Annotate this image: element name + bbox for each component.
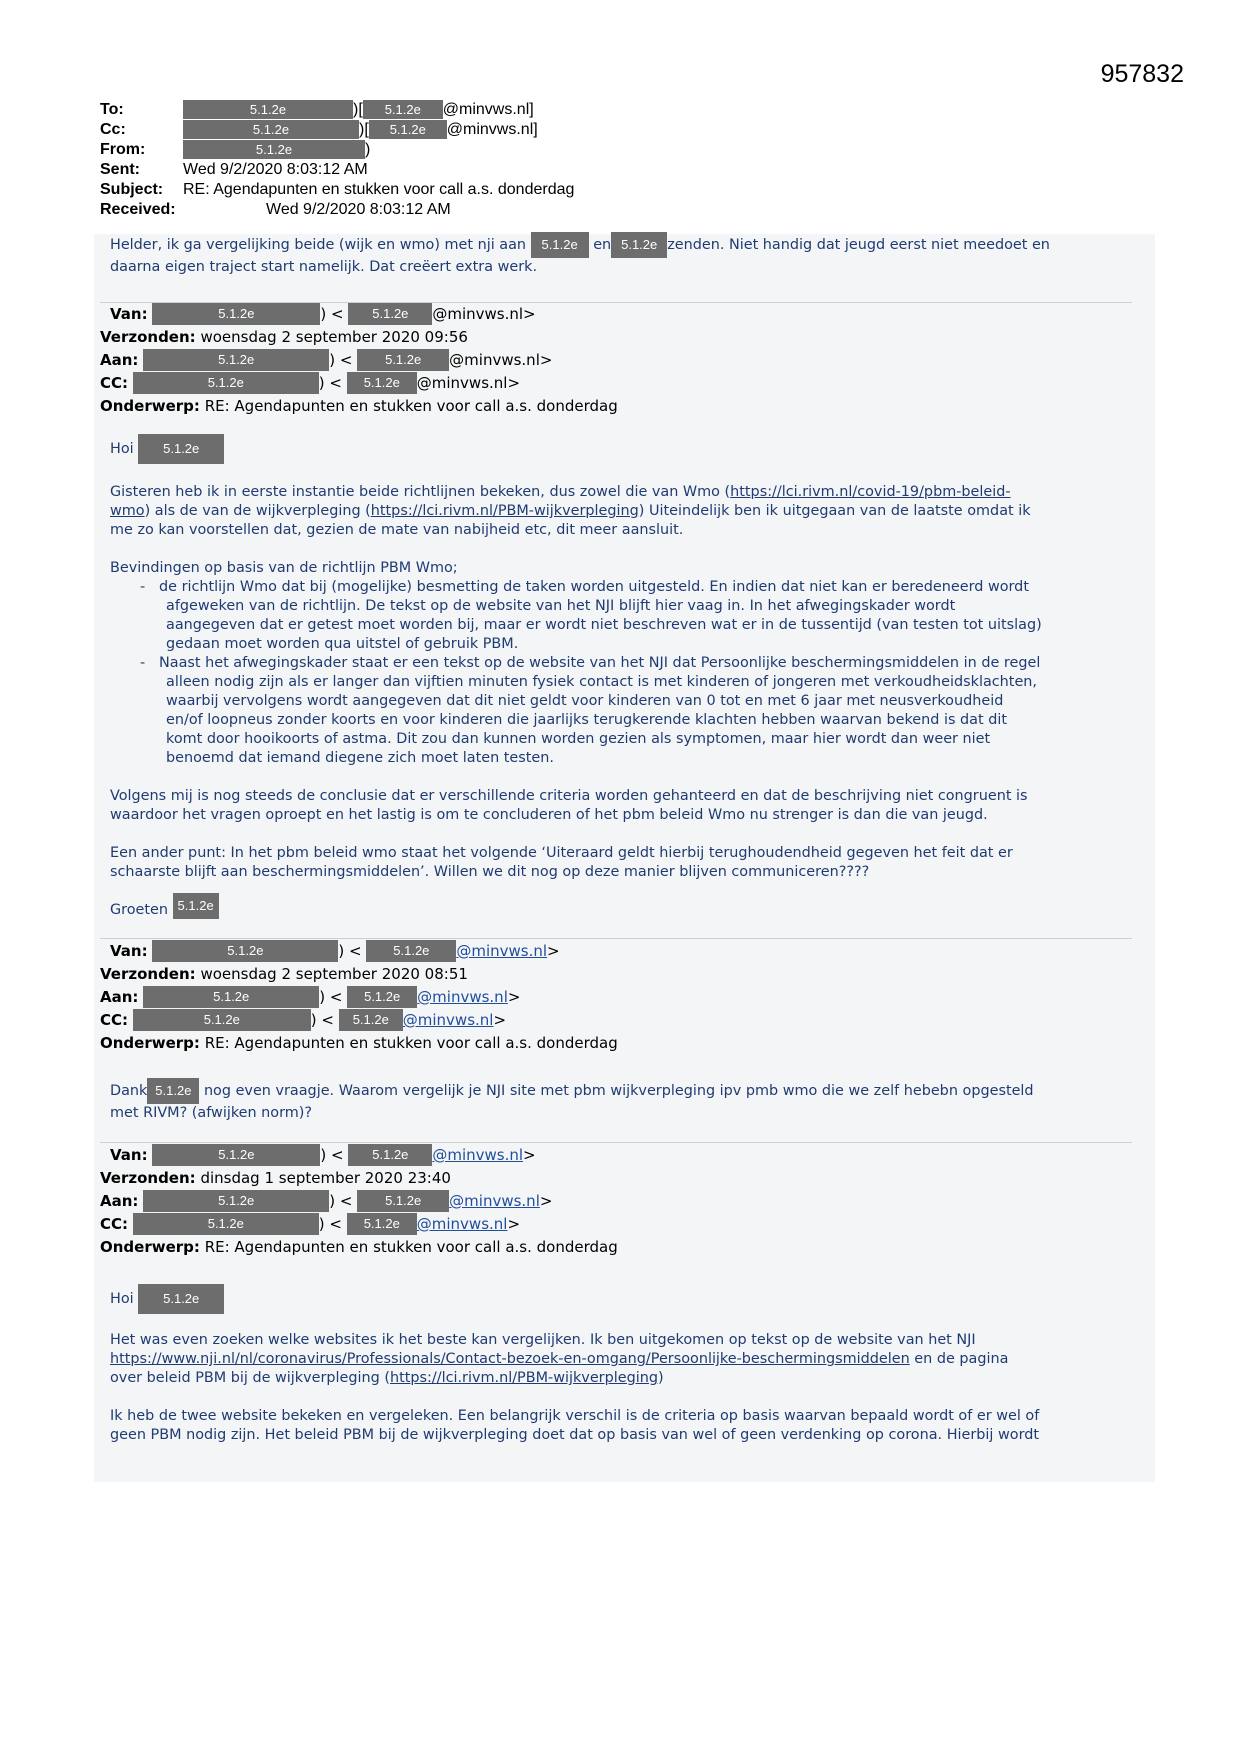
redaction: 5.1.2e (363, 100, 443, 119)
to-domain: @minvws.nl] (442, 101, 534, 118)
email-link[interactable]: @minvws.nl (417, 988, 508, 1006)
link-rivm-pbm-wmo[interactable]: wmo (110, 503, 145, 519)
redaction: 5.1.2e (183, 100, 353, 119)
subject-value: RE: Agendapunten en stukken voor call a.s. donderdag (183, 181, 575, 198)
redaction: 5.1.2e (133, 372, 319, 394)
message-body: Hoi 5.1.2e Het was even zoeken welke websites ik het beste kan vergelijken. Ik ben uitgekomen op tekst op de website van het NJI https://www.nji.nl/nl/coronavirus/Professionals/Contact-bezoek-en-omgang/Persoonlijke-beschermingsmiddelen en de pagina over beleid PBM bij de wijkverpleging (https://lci.rivm.nl/PBM-wijkverpleging) Ik heb de twee website bekeken en vergeleken. Een belangrijk verschil is de criteria op basis waarvan bepaald wordt of er wel of geen PBM nodig zijn. Het beleid PBM bij de wijkverpleging doet dat op basis van wel of geen verdenking op corona. Hierbij wordt (110, 1290, 1145, 1445)
redaction: 5.1.2e (143, 349, 329, 371)
message-header: Van: 5.1.2e ) < 5.1.2e @minvws.nl> Verzonden: woensdag 2 september 2020 08:51 Aan: 5.1.2e ) < 5.1.2e @minvws.nl> CC: 5.1.2e ) < 5.1.2e @minvws.nl> Onderwerp: RE: Agendapunten en stukken voor call a.s. donderdag (100, 942, 618, 1052)
redaction: 5.1.2e (133, 1213, 319, 1235)
redaction: 5.1.2e (357, 349, 449, 371)
sent-value: Wed 9/2/2020 8:03:12 AM (183, 161, 368, 178)
redaction: 5.1.2e (348, 303, 432, 325)
email-link[interactable]: @minvws.nl (416, 1215, 508, 1233)
email-link[interactable]: @minvws.nl (402, 1011, 494, 1029)
list-item: - de richtlijn Wmo dat bij (mogelijke) besmetting de taken worden uitgesteld. En indien dat niet kan er beredeneerd wordt afgeweken van de richtlijn. De tekst op de website van het NJI blijft hier vaag in. In het afwegingskader wordt aangegeven dat er getest moet worden bij, maar er wordt niet beschreven wat er in de tussentijd (van testen tot uitslag) gedaan moet worden qua uitstel of gebruik PBM. (140, 579, 1042, 652)
redaction: 5.1.2e (183, 140, 365, 159)
email-link[interactable]: @minvws.nl (449, 1192, 540, 1210)
to-label: To: (100, 101, 124, 118)
link-nji-pbm[interactable]: https://www.nji.nl/nl/coronavirus/Professionals/Contact-bezoek-en-omgang/Persoonlijke-beschermingsmiddelen (110, 1351, 910, 1367)
message-header: Van: 5.1.2e ) < 5.1.2e @minvws.nl> Verzonden: woensdag 2 september 2020 09:56 Aan: 5.1.2e ) < 5.1.2e @minvws.nl> CC: 5.1.2e ) < 5.1.2e @minvws.nl> Onderwerp: RE: Agendapunten en stukken voor call a.s. donderdag (100, 305, 618, 415)
redaction: 5.1.2e (133, 1009, 311, 1031)
subject-label: Subject: (100, 181, 164, 198)
message-header: Van: 5.1.2e ) < 5.1.2e @minvws.nl> Verzonden: dinsdag 1 september 2020 23:40 Aan: 5.1.2e ) < 5.1.2e @minvws.nl> CC: 5.1.2e ) < 5.1.2e @minvws.nl> Onderwerp: RE: Agendapunten en stukken voor call a.s. donderdag (100, 1146, 618, 1256)
redaction: 5.1.2e (183, 120, 359, 139)
list-item: - Naast het afwegingskader staat er een tekst op de website van het NJI dat Persoonlijke beschermingsmiddelen in de regel alleen nodig zijn als er langer dan vijftien minuten fysiek contact is met kinderen of jongeren met verkoudheidsklachten, waarbij vervolgens wordt aangegeven dat dit niet geldt voor kinderen van 0 tot en met 6 jaar met neusverkoudheid en/of loopneus zonder koorts en voor kinderen die jaarlijks terugkerende klachten hebben waarvan bekend is dat dit komt door hooikoorts of astma. Dit zou dan kunnen worden gezien als symptomen, maar hier wordt dan weer niet benoemd dat iemand diegene zich moet laten testen. (140, 655, 1041, 766)
redaction: 5.1.2e (152, 303, 320, 325)
separator (100, 1142, 1132, 1143)
link-rivm-pbm-wijkverpleging[interactable]: https://lci.rivm.nl/PBM-wijkverpleging (389, 1370, 658, 1386)
cc-label: Cc: (100, 121, 126, 138)
reply-text: Helder, ik ga vergelijking beide (wijk en wmo) met nji aan 5.1.2e en 5.1.2e zenden. Niet handig dat jeugd eerst niet meedoet en daarna eigen traject start namelijk. Dat creëert extra werk. (110, 236, 1145, 277)
findings-list (110, 578, 1145, 768)
redaction: 5.1.2e (369, 120, 447, 139)
redaction: 5.1.2e (348, 1144, 432, 1166)
redaction: 5.1.2e (143, 986, 319, 1008)
link-rivm-pbm-wijkverpleging[interactable]: https://lci.rivm.nl/PBM-wijkverpleging (370, 503, 639, 519)
link-rivm-pbm-wmo[interactable]: https://lci.rivm.nl/covid-19/pbm-beleid- (730, 484, 1011, 500)
sent-label: Sent: (100, 161, 140, 178)
email-link[interactable]: @minvws.nl (432, 1146, 524, 1164)
received-label: Received: (100, 201, 176, 218)
redaction: 5.1.2e (611, 232, 667, 258)
redaction: 5.1.2e (143, 1190, 329, 1212)
redaction: 5.1.2e (531, 232, 589, 258)
email-link[interactable]: @minvws.nl (456, 942, 548, 960)
message-body: Hoi 5.1.2e Gisteren heb ik in eerste instantie beide richtlijnen bekeken, dus zowel die van Wmo (https://lci.rivm.nl/covid-19/pbm-beleid- wmo) als de van de wijkverpleging (https://lci.rivm.nl/PBM-wijkverpleging) Uiteindelijk ben ik uitgegaan van de laatste omdat ik me zo kan voorstellen dat, gezien de mate van nabijheid etc, dit meer aansluit. Bevindingen op basis van de richtlijn PBM Wmo; - de richtlijn Wmo dat bij (mogelijke) besmetting de taken worden uitgesteld. En indien dat niet kan er beredeneerd wordt afgeweken van de richtlijn. De tekst op de website van het NJI blijft hier vaag in. In het afwegingskader wordt aangegeven dat er getest moet worden bij, maar er wordt niet beschreven wat er in de tussentijd (van testen tot uitslag) gedaan moet worden qua uitstel of gebruik PBM. - Naast het afwegingskader staat er een tekst op de website van het NJI dat Persoonlijke beschermingsmiddelen in de regel alleen nodig zijn als er langer dan vijftien minuten fysiek contact is met kinderen of jongeren met verkoudheidsklachten, waarbij vervolgens wordt aangegeven dat dit niet geldt voor kinderen van 0 tot en met 6 jaar met neusverkoudheid en/of loopneus zonder koorts en voor kinderen die jaarlijks terugkerende klachten hebben waarvan bekend is dat dit komt door hooikoorts of astma. Dit zou dan kunnen worden gezien als symptomen, maar hier wordt dan weer niet benoemd dat iemand diegene zich moet laten testen. Volgens mij is nog steeds de conclusie dat er verschillende criteria worden gehanteerd en dat de beschrijving niet congruent is waardoor het vragen oproept en het lastig is om te concluderen of het pbm beleid Wmo nu strenger is dan die van jeugd. Een ander punt: In het pbm beleid wmo staat het volgende ‘Uiteraard geldt hierbij terughoudendheid gegeven het feit dat er schaarste blijft aan beschermingsmiddelen’. Willen we dit nog op deze manier blijven communiceren???? Groeten 5.1.2e (110, 440, 1145, 920)
redaction: 5.1.2e (347, 1213, 417, 1235)
redaction: 5.1.2e (152, 940, 338, 962)
received-value: Wed 9/2/2020 8:03:12 AM (266, 201, 451, 218)
document-number: 957832 (1100, 60, 1184, 88)
redaction: 5.1.2e (173, 893, 219, 919)
message-body: Dank 5.1.2e nog even vraagje. Waarom vergelijk je NJI site met pbm wijkverpleging ipv pmb wmo die we zelf hebebn opgesteld met RIVM? (afwijken norm)? (110, 1082, 1145, 1123)
redaction: 5.1.2e (147, 1078, 199, 1104)
redaction: 5.1.2e (347, 372, 417, 394)
redaction: 5.1.2e (152, 1144, 320, 1166)
redaction: 5.1.2e (339, 1009, 403, 1031)
redaction: 5.1.2e (138, 434, 224, 464)
redaction: 5.1.2e (366, 940, 456, 962)
separator (100, 938, 1132, 939)
from-label: From: (100, 141, 146, 158)
redaction: 5.1.2e (357, 1190, 449, 1212)
cc-domain: @minvws.nl] (446, 121, 538, 138)
redaction: 5.1.2e (347, 986, 417, 1008)
redaction: 5.1.2e (138, 1284, 224, 1314)
